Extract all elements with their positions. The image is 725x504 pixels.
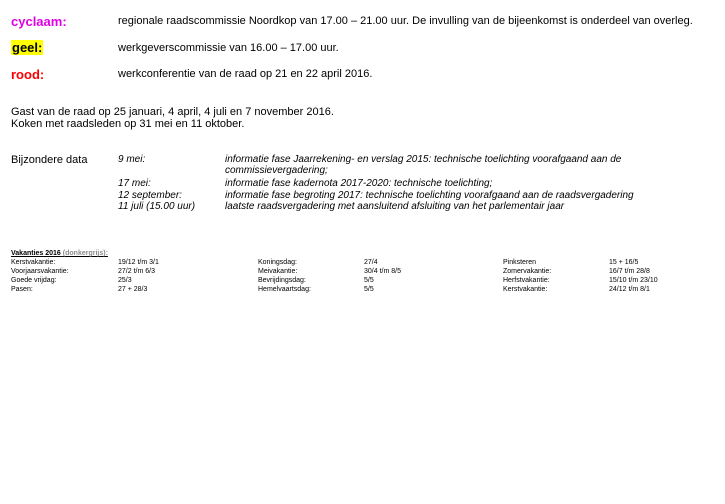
- vak-col1-label-4: Pasen:: [11, 286, 33, 293]
- bijzondere-date-1: 9 mei:: [118, 154, 146, 165]
- vak-col1-label-1: Kerstvakantie:: [11, 259, 56, 266]
- vak-col3-value-1: 15 + 16/5: [609, 259, 639, 266]
- bijzondere-date-3: 12 september:: [118, 190, 182, 201]
- vak-col2-value-1: 27/4: [364, 259, 378, 266]
- legend-key-geel: geel:: [12, 40, 43, 55]
- legend-key-rood: rood:: [11, 67, 45, 82]
- vak-col1-value-2: 27/2 t/m 6/3: [118, 268, 155, 275]
- legend-text-geel: werkgeverscommissie van 16.00 – 17.00 uur.: [118, 42, 339, 54]
- legend-key-geel-wrap: [11, 40, 43, 55]
- bijzondere-text-3: informatie fase begroting 2017: technische toelichting voorafgaand aan de raadsvergadering: [225, 190, 634, 201]
- bijzondere-text-1: informatie fase Jaarrekening- en verslag 2015: technische toelichting voorafgaand aan de commissievergadering;: [225, 154, 622, 176]
- vak-col2-label-4: Hemelvaartsdag:: [258, 286, 311, 293]
- gast-line-2: Koken met raadsleden op 31 mei en 11 oktober.: [11, 118, 245, 130]
- vak-col2-label-1: Koningsdag:: [258, 259, 297, 266]
- vak-col3-label-1: Pinksteren: [503, 259, 537, 266]
- bijzondere-date-2: 17 mei:: [118, 178, 151, 189]
- vak-col1-label-3: Goede vrijdag:: [11, 277, 57, 284]
- vak-col3-label-3: Herfstvakantie:: [503, 277, 550, 284]
- legend-key-cyclaam: cyclaam:: [11, 14, 67, 29]
- vak-col3-value-2: 16/7 t/m 28/8: [609, 268, 650, 275]
- bijzondere-text-4: laatste raadsvergadering met aansluitend afsluiting van het parlementair jaar: [225, 201, 565, 212]
- vak-col3-value-3: 15/10 t/m 23/10: [609, 277, 658, 284]
- bijzondere-data-label: Bijzondere data: [11, 154, 88, 166]
- vak-col2-value-4: 5/5: [364, 286, 374, 293]
- legend-text-rood: werkconferentie van de raad op 21 en 22 april 2016.: [118, 68, 373, 80]
- legend-text-cyclaam: regionale raadscommissie Noordkop van 17.00 – 21.00 uur. De invulling van de bijeenkomst is onderdeel van overleg.: [118, 15, 693, 27]
- vakanties-title: [11, 250, 108, 257]
- vak-col3-label-4: Kerstvakantie:: [503, 286, 548, 293]
- vak-col2-label-3: Bevrijdingsdag:: [258, 277, 306, 284]
- vakanties-title-note: (donkergrijs):: [62, 250, 108, 257]
- vak-col2-value-2: 30/4 t/m 8/5: [364, 268, 401, 275]
- vak-col3-label-2: Zomervakantie:: [503, 268, 552, 275]
- bijzondere-text-2: informatie fase kadernota 2017-2020: technische toelichting;: [225, 178, 493, 189]
- gast-line-1: Gast van de raad op 25 januari, 4 april, 4 juli en 7 november 2016.: [11, 106, 334, 118]
- vak-col3-value-4: 24/12 t/m 8/1: [609, 286, 650, 293]
- vakanties-title-text: Vakanties 2016: [11, 250, 61, 257]
- vak-col2-value-3: 5/5: [364, 277, 374, 284]
- vak-col1-value-1: 19/12 t/m 3/1: [118, 259, 159, 266]
- vak-col1-value-3: 25/3: [118, 277, 132, 284]
- vak-col1-label-2: Voorjaarsvakantie:: [11, 268, 69, 275]
- bijzondere-date-4: 11 juli (15.00 uur): [118, 201, 196, 212]
- vak-col1-value-4: 27 + 28/3: [118, 286, 148, 293]
- vak-col2-label-2: Meivakantie:: [258, 268, 298, 275]
